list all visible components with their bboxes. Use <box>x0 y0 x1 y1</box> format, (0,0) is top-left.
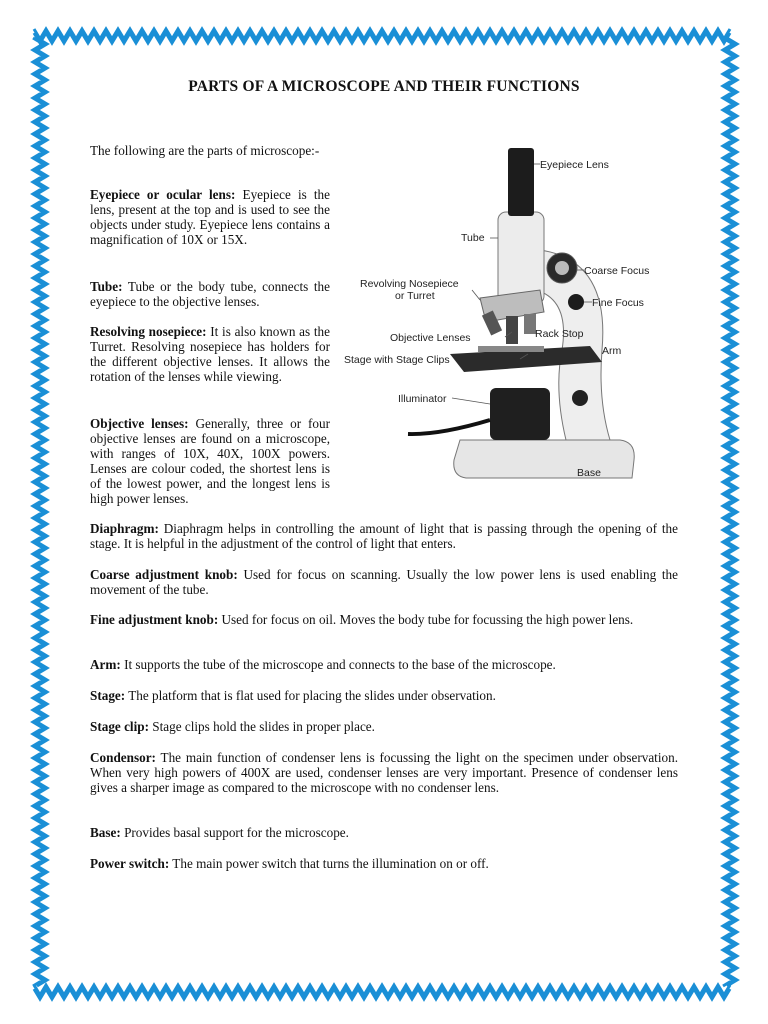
part-term: Diaphragm: <box>90 521 159 536</box>
part-desc: It is also known as the Turret. Resolving nosepiece has holders for the different objective lenses. It allows the rotation of the lenses while viewing. <box>90 324 330 384</box>
part-term: Base: <box>90 825 121 840</box>
part-term: Power switch: <box>90 856 170 871</box>
part-nosepiece <box>90 324 330 384</box>
part-desc: Stage clips hold the slides in proper place. <box>148 719 375 734</box>
part-diaphragm <box>90 521 678 551</box>
part-desc: Eyepiece is the lens, present at the top and is used to see the objects under study. Eyepiece lens contains a magnification of 10X or 15X. <box>90 187 330 247</box>
label-rack-stop: Rack Stop <box>535 328 584 340</box>
part-base <box>90 825 678 840</box>
intro-paragraph: The following are the parts of microscope:- <box>90 143 320 158</box>
part-term: Eyepiece or ocular lens: <box>90 187 236 202</box>
part-term: Tube: <box>90 279 123 294</box>
part-coarse-knob <box>90 567 678 597</box>
part-objective-lenses <box>90 416 330 506</box>
label-tube: Tube <box>461 232 485 244</box>
microscope-diagram <box>340 140 680 490</box>
part-desc: The main power switch that turns the illumination on or off. <box>169 856 489 871</box>
label-nosepiece: Revolving Nosepiece <box>360 278 459 290</box>
part-desc: Tube or the body tube, connects the eyepiece to the objective lenses. <box>90 279 330 309</box>
objective-lens <box>506 316 518 344</box>
part-term: Stage: <box>90 688 126 703</box>
label-turret: or Turret <box>395 290 435 302</box>
part-desc: Generally, three or four objective lenses are found on a microscope, with ranges of 10X, 40X, 100X powers. Lenses are colour coded, the shortest lens is of the lowest power, and the longest lens is high power lenses. <box>90 416 330 506</box>
label-objective-lenses: Objective Lenses <box>390 332 471 344</box>
part-desc: It supports the tube of the microscope and connects to the base of the microscope. <box>120 657 556 672</box>
part-desc: The main function of condenser lens is focussing the light on the specimen under observation. When very high powers of 400X are used, condenser lenses are very important. Presence of condenser lens gives a sharper image as compared to the microscope with no condenser lens. <box>90 750 678 795</box>
illuminator <box>490 388 550 440</box>
part-term: Resolving nosepiece: <box>90 324 207 339</box>
part-arm <box>90 657 678 672</box>
page-title: PARTS OF A MICROSCOPE AND THEIR FUNCTIONS <box>188 78 580 95</box>
part-term: Fine adjustment knob: <box>90 612 219 627</box>
stage-knob <box>572 390 588 406</box>
label-illuminator: Illuminator <box>398 393 447 405</box>
microscope-base <box>454 440 634 478</box>
label-base: Base <box>577 467 601 479</box>
part-desc: Provides basal support for the microscope. <box>120 825 349 840</box>
part-fine-knob <box>90 612 678 627</box>
power-cord <box>408 420 490 434</box>
part-term: Objective lenses: <box>90 416 189 431</box>
label-fine-focus: Fine Focus <box>592 297 644 309</box>
part-eyepiece <box>90 187 330 247</box>
label-stage: Stage with Stage Clips <box>344 354 450 366</box>
label-coarse-focus: Coarse Focus <box>584 265 650 277</box>
part-tube <box>90 279 330 309</box>
part-desc: Used for focus on oil. Moves the body tube for focussing the high power lens. <box>218 612 634 627</box>
stage-clips <box>478 346 544 352</box>
part-term: Stage clip: <box>90 719 149 734</box>
part-stage-clip <box>90 719 678 734</box>
part-power-switch <box>90 856 678 871</box>
label-arm: Arm <box>602 345 622 357</box>
label-eyepiece: Eyepiece Lens <box>540 159 609 171</box>
part-desc: Used for focus on scanning. Usually the low power lens is used enabling the movement of the tube. <box>90 567 678 597</box>
eyepiece-lens <box>508 148 534 216</box>
part-desc: Diaphragm helps in controlling the amount of light that is passing through the opening of the stage. It is helpful in the adjustment of the control of light that enters. <box>90 521 678 551</box>
fine-focus-knob <box>568 294 584 310</box>
part-term: Arm: <box>90 657 121 672</box>
part-term: Condensor: <box>90 750 156 765</box>
knob-center <box>555 261 569 275</box>
part-term: Coarse adjustment knob: <box>90 567 238 582</box>
part-stage <box>90 688 678 703</box>
part-desc: The platform that is flat used for placing the slides under observation. <box>125 688 496 703</box>
part-condensor <box>90 750 678 795</box>
